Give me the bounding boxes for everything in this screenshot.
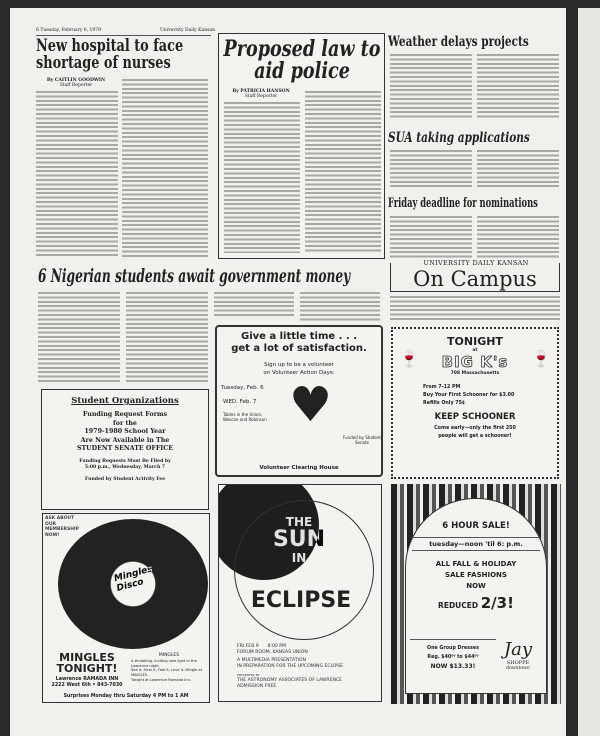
volunteer-tables: Tables in the Union, Wescoe and Robinson — [223, 412, 267, 422]
hospital-headline: New hospital to face shortage of nurses — [36, 36, 184, 72]
hospital-body-col2 — [122, 78, 208, 258]
ad-line: STUDENT SENATE OFFICE — [76, 445, 174, 452]
police-byline: By PATRICIA HANSON Staff Reporter — [232, 89, 290, 99]
friday-body-col1 — [390, 215, 472, 260]
nigerian-body-col3 — [214, 291, 294, 317]
weather-headline: Weather delays projects — [388, 34, 529, 50]
eclipse-title: THE SUN IN — [272, 515, 326, 565]
page-number: 6 — [36, 28, 39, 33]
on-campus-title: On Campus — [413, 267, 537, 291]
hospital-body-col1 — [36, 90, 118, 258]
hospital-byline: By CAITLIN GOODWIN Staff Reporter — [46, 78, 106, 88]
bigks-offers: From 7-12 PM Buy Your First Schooner for $3.00 Refills Only 75¢ — [423, 385, 515, 406]
jays-ad — [391, 484, 561, 704]
jays-sale: 6 HOUR SALE! — [442, 521, 510, 531]
volunteer-day2: WED. Feb. 7 — [223, 399, 257, 405]
volunteer-day1: Tuesday, Feb. 6 — [221, 385, 264, 391]
friday-body-col2 — [477, 215, 559, 260]
police-body-col2 — [305, 90, 381, 253]
mingles-address: Lawrence RAMADA INN 2222 West 6th • 843-7030 — [51, 677, 123, 688]
eclipse-details: FRI FEB 9 8:00 PM FORUM ROOM, KANSAS UNION A MULTIMEDIA PRESENTATION IN PREPARATION FOR THE UPCOMING ECLIPSE PRESENTED BY THE ASTRONOMY ASSOCIATES OF LAWRENCE ADMISSION FREE — [237, 644, 344, 689]
friday-headline: Friday deadline for nominations — [388, 196, 538, 211]
eclipse-ad — [218, 484, 382, 702]
bigks-keep: KEEP SCHOONER — [434, 412, 516, 422]
folio-paper: University Daily Kansan — [160, 28, 215, 33]
bigks-at: at — [472, 348, 478, 353]
weather-body-col1 — [390, 53, 472, 120]
bigks-tonight: TONIGHT — [447, 335, 503, 348]
nigerian-headline: 6 Nigerian students await government money — [38, 266, 351, 287]
schooner-glass-icon: 🍷 — [399, 349, 419, 368]
police-body-col1 — [224, 101, 300, 253]
bigks-address: 708 Massachusetts — [450, 371, 500, 376]
bigks-ad — [391, 327, 559, 479]
membership-note: ASK ABOUT OUR MEMBERSHIP NOW! — [45, 516, 79, 538]
adjacent-page — [578, 8, 600, 736]
bigks-logo: BIG K's — [441, 353, 509, 371]
mingles-logo: Mingles Disco — [113, 564, 154, 594]
volunteer-headline: Give a little time . . . get a lot of satisfaction. — [231, 331, 367, 354]
folio-date: Tuesday, February 6, 1979 — [40, 28, 102, 33]
on-campus-listings — [390, 295, 560, 320]
jays-lines: ALL FALL & HOLIDAY SALE FASHIONS NOW — [435, 560, 517, 590]
nigerian-body-col2 — [126, 291, 208, 384]
ad-line: Funding Request Forms — [82, 411, 168, 418]
deadline-line: Funding Requests Must Be Filed by — [79, 458, 171, 464]
ad-line: for the — [113, 419, 137, 427]
jays-time: tuesday—noon 'til 6: p.m. — [412, 537, 540, 551]
deadline-line: 5:00 p.m., Wednesday, March 7 — [84, 465, 166, 470]
weather-body-col2 — [477, 53, 559, 118]
ad-line: Are Now Available in The — [80, 436, 170, 444]
eclipse-word: ECLIPSE — [250, 588, 352, 613]
on-campus-banner — [390, 259, 560, 292]
jays-dresses: One Group Dresses Reg. $40⁰⁰ to $44⁰⁰ NOW $13.33! — [410, 639, 496, 671]
student-org-footer: Funded by Student Activity Fee — [84, 476, 166, 482]
jays-panel — [405, 498, 547, 694]
student-org-ad — [41, 389, 209, 510]
volunteer-funded: Funded by Student Senate — [343, 435, 381, 445]
nigerian-body-col4 — [300, 291, 380, 322]
jays-reduced: REDUCED 2/3! — [438, 594, 514, 612]
volunteer-footer: Volunteer Clearing House — [259, 465, 339, 471]
student-org-title: Student Organizations — [71, 396, 179, 406]
mingles-ad — [42, 513, 210, 703]
folio — [36, 28, 101, 33]
volunteer-ad — [215, 325, 383, 477]
sua-headline: SUA taking applications — [388, 130, 530, 146]
police-headline: Proposed law to aid police — [223, 36, 381, 84]
on-campus-kicker: UNIVERSITY DAILY KANSAN — [406, 259, 546, 267]
schooner-glass-icon: 🍷 — [531, 349, 551, 368]
ad-line: 1979-1980 School Year — [84, 428, 166, 435]
heart-icon: ♥ — [289, 377, 333, 433]
nigerian-body-col1 — [38, 291, 120, 384]
sua-body-col1 — [390, 149, 472, 188]
jays-logo: Jay SHOPPE downtown — [503, 639, 533, 671]
mingles-hours: Surprises Monday thru Saturday 4 PM to 1 AM — [63, 694, 189, 699]
mingles-headline: MINGLES TONIGHT! — [56, 651, 118, 675]
mingles-side: MINGLES A throbbing, inviting new light in the Lawrence night. See it, Hear it, Feel it, Love it. Mingle at MINGLES. Tonight at Lawrence Ramada Inn. — [131, 653, 203, 682]
bigks-closing: Come early—only the first 250 people will get a schooner! — [434, 426, 516, 439]
sua-body-col2 — [477, 149, 559, 188]
volunteer-sub: Sign up to be a volunteer on Volunteer Action Days: — [263, 362, 335, 376]
